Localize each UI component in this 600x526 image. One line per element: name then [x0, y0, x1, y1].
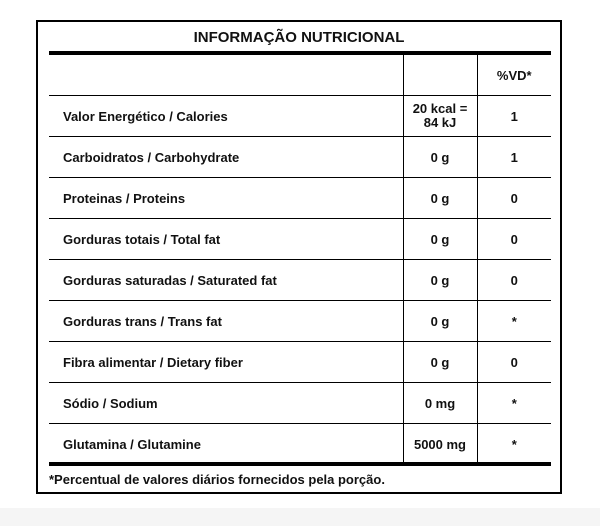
nutrient-name: Proteinas / Proteins [49, 178, 403, 219]
nutrient-name: Glutamina / Glutamine [63, 436, 201, 452]
header-qty-cell [403, 55, 477, 96]
table-row [49, 137, 551, 178]
thick-rule-bottom [49, 462, 551, 466]
table-row [49, 219, 551, 260]
nutrient-name: Sódio / Sodium [49, 383, 403, 424]
nutrient-quantity: 0 g [403, 301, 477, 342]
nutrient-quantity: 5000 mg [403, 424, 477, 465]
table-header-row [49, 55, 551, 96]
nutrient-name: Gorduras saturadas / Saturated fat [49, 260, 403, 301]
header-name-cell [49, 55, 403, 96]
table-row [49, 424, 551, 465]
nutrient-name: Valor Energético / Calories [49, 96, 403, 137]
nutrient-quantity: 0 g [403, 260, 477, 301]
nutrient-name: Fibra alimentar / Dietary fiber [49, 342, 403, 383]
nutrient-daily-value: 0 [477, 260, 551, 301]
nutrient-quantity: 0 g [403, 219, 477, 260]
nutrient-daily-value: 0 [477, 219, 551, 260]
nutrient-quantity: 0 mg [403, 383, 477, 424]
nutrient-daily-value: * [477, 301, 551, 342]
quantity-line-1: 20 kcal = [412, 101, 468, 116]
nutrient-daily-value: 0 [477, 342, 551, 383]
nutrient-name: Gorduras totais / Total fat [49, 219, 403, 260]
nutrient-daily-value: * [477, 383, 551, 424]
footnote: *Percentual de valores diários fornecidos pela porção. [49, 472, 385, 487]
nutrient-daily-value: 1 [477, 137, 551, 178]
table-row [49, 96, 551, 137]
table-row [49, 301, 551, 342]
nutrition-facts-label [36, 20, 562, 494]
nutrition-table [49, 55, 551, 464]
nutrient-daily-value: 1 [477, 96, 551, 137]
nutrient-daily-value: 0 [477, 178, 551, 219]
nutrient-name: Gorduras trans / Trans fat [49, 301, 403, 342]
nutrient-daily-value: * [477, 424, 551, 465]
table-row [49, 383, 551, 424]
nutrient-quantity: 0 g [403, 178, 477, 219]
table-row [49, 178, 551, 219]
table-row [49, 260, 551, 301]
nutrient-quantity: 0 g [403, 342, 477, 383]
label-title: INFORMAÇÃO NUTRICIONAL [193, 29, 405, 46]
nutrient-quantity [403, 96, 477, 137]
quantity-line-2: 84 kJ [423, 115, 457, 130]
header-vd-cell: %VD* [477, 55, 551, 96]
table-row [49, 342, 551, 383]
nutrient-name: Carboidratos / Carbohydrate [49, 137, 403, 178]
nutrient-quantity: 0 g [403, 137, 477, 178]
